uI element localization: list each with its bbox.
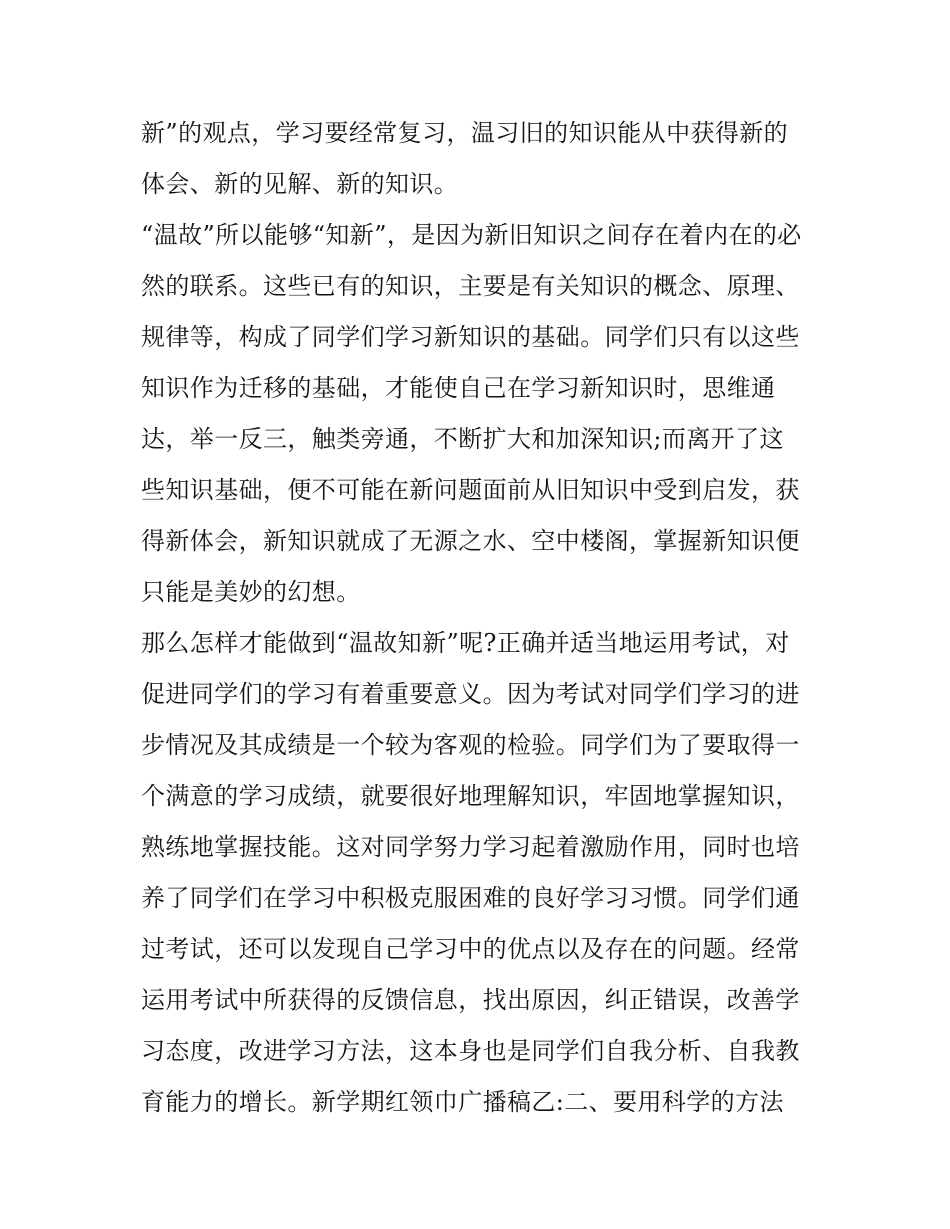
text-line: 运用考试中所获得的反馈信息，找出原因，纠正错误，改善学 <box>141 986 800 1014</box>
text-line: 达，举一反三，触类旁通，不断扩大和加深知识;而离开了这 <box>141 425 784 453</box>
text-line: 规律等，构成了同学们学习新知识的基础。同学们只有以这些 <box>141 323 800 351</box>
body-text <box>141 108 821 1128</box>
text-line: 那么怎样才能做到“温故知新”呢?正确并适当地运用考试，对 <box>141 629 790 657</box>
text-line: 养了同学们在学习中积极克服困难的良好学习习惯。同学们通 <box>141 884 800 912</box>
text-line: 熟练地掌握技能。这对同学努力学习起着激励作用，同时也培 <box>141 833 800 861</box>
text-line: 过考试，还可以发现自己学习中的优点以及存在的问题。经常 <box>141 935 800 963</box>
text-line: 然的联系。这些已有的知识，主要是有关知识的概念、原理、 <box>141 272 800 300</box>
text-line: 得新体会，新知识就成了无源之水、空中楼阁，掌握新知识便 <box>141 527 800 555</box>
text-line: 新”的观点，学习要经常复习，温习旧的知识能从中获得新的 <box>141 119 789 147</box>
text-line: 体会、新的见解、新的知识。 <box>141 170 459 198</box>
text-line: “温故”所以能够“知新”，是因为新旧知识之间存在着内在的必 <box>141 221 802 249</box>
text-line: 步情况及其成绩是一个较为客观的检验。同学们为了要取得一 <box>141 731 800 759</box>
text-line: 促进同学们的学习有着重要意义。因为考试对同学们学习的进 <box>141 680 800 708</box>
text-line: 个满意的学习成绩，就要很好地理解知识，牢固地掌握知识， <box>141 782 800 810</box>
text-line: 育能力的增长。新学期红领巾广播稿乙:二、要用科学的方法 <box>141 1088 784 1116</box>
text-line: 些知识基础，便不可能在新问题面前从旧知识中受到启发，获 <box>141 476 800 504</box>
text-line: 习态度，改进学习方法，这本身也是同学们自我分析、自我教 <box>141 1037 800 1065</box>
text-line: 知识作为迁移的基础，才能使自己在学习新知识时，思维通 <box>141 374 776 402</box>
text-line: 只能是美妙的幻想。 <box>141 578 361 606</box>
